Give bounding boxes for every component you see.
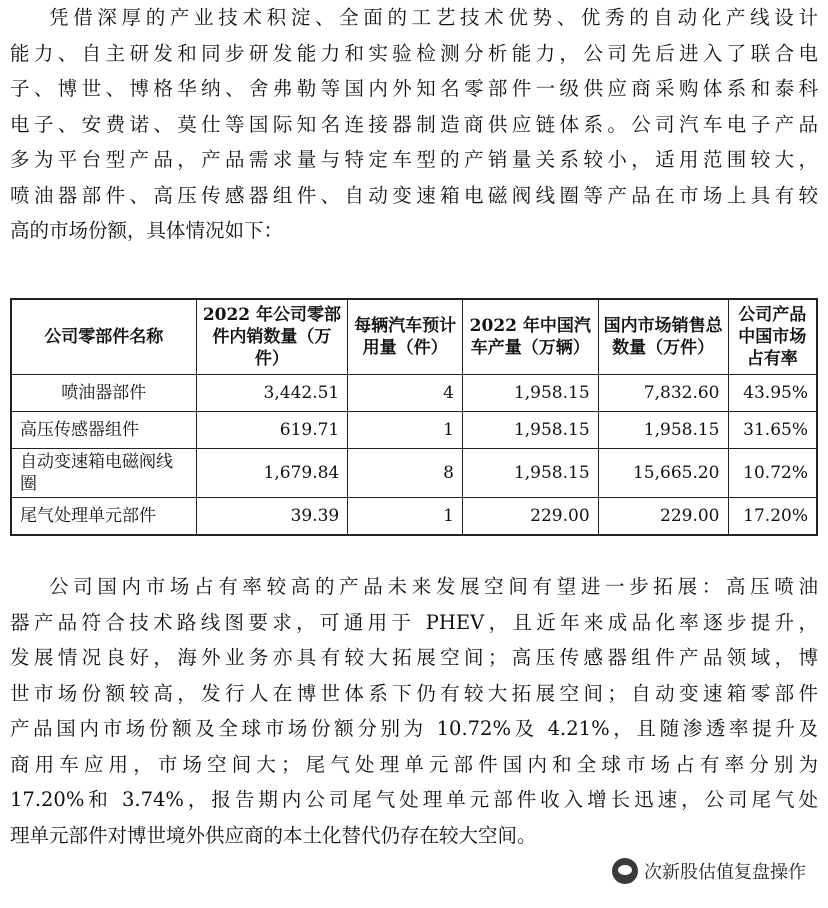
cell-per-vehicle-usage: 4: [348, 375, 463, 412]
cell-part-name: 高压传感器组件: [11, 412, 196, 449]
watermark-text: 次新股估值复盘操作: [644, 862, 806, 883]
paragraph-line: 器产品符合技术路线图要求，可通用于 PHEV，且近年来成品化率逐步提升，: [10, 610, 818, 634]
wechat-icon: [612, 858, 638, 884]
paragraph-line: 能力、自主研发和同步研发能力和实验检测分析能力，公司先后进入了联合电: [10, 41, 818, 65]
table-row: [11, 498, 817, 536]
paragraph-line: 世市场份额较高，发行人在博世体系下仍有较大拓展空间；自动变速箱零部件: [10, 681, 818, 705]
cell-china-auto-output: 1,958.15: [462, 412, 598, 449]
header-market-share: 公司产品中国市场占有率: [728, 299, 817, 375]
paragraph-line: 理单元部件对博世境外供应商的本土化替代仍存在较大空间。: [10, 823, 537, 847]
cell-market-share: 10.72%: [728, 449, 817, 498]
cell-market-share: 31.65%: [728, 412, 817, 449]
intro-paragraph: [10, 0, 818, 249]
paragraph-line: 子、博世、博格华纳、舍弗勒等国内外知名零部件一级供应商采购体系和泰科: [10, 77, 818, 100]
cell-per-vehicle-usage: 8: [348, 449, 463, 498]
paragraph-line: 喷油器部件、高压传感器组件、自动变速箱电磁阀线圈等产品在市场上具有较: [10, 183, 818, 207]
table-header-row: [11, 299, 817, 375]
cell-per-vehicle-usage: 1: [348, 412, 463, 449]
paragraph-line: 17.20%和 3.74%，报告期内公司尾气处理单元部件收入增长迅速，公司尾气处: [10, 788, 818, 811]
paragraph-line: 凭借深厚的产业技术积淀、全面的工艺技术优势、优秀的自动化产线设计: [49, 6, 818, 29]
cell-china-auto-output: 1,958.15: [462, 449, 598, 498]
header-part-name: 公司零部件名称: [11, 299, 196, 375]
cell-domestic-market-total: 7,832.60: [598, 375, 728, 412]
paragraph-line: 商用车应用，市场空间大；尾气处理单元部件国内和全球市场占有率分别为: [10, 752, 818, 776]
cell-china-auto-output: 229.00: [462, 498, 598, 536]
paragraph-line: 高的市场份额，具体情况如下：: [10, 219, 284, 242]
paragraph-line: 公司国内市场占有率较高的产品未来发展空间有望进一步拓展：高压喷油: [49, 575, 818, 598]
cell-market-share: 17.20%: [728, 498, 817, 536]
cell-domestic-market-total: 15,665.20: [598, 449, 728, 498]
paragraph-line: 产品国内市场份额及全球市场份额分别为 10.72%及 4.21%，且随渗透率提升及: [10, 717, 818, 740]
table-row: [11, 375, 817, 412]
cell-china-auto-output: 1,958.15: [462, 375, 598, 412]
header-domestic-sales: 2022 年公司零部件内销数量（万件）: [196, 299, 348, 375]
cell-part-name: 自动变速箱电磁阀线圈: [11, 449, 196, 498]
outlook-paragraph: [10, 569, 818, 853]
cell-part-name: 尾气处理单元部件: [11, 498, 196, 536]
cell-part-name: 喷油器部件: [11, 375, 196, 412]
header-domestic-market-total: 国内市场销售总数量（万件）: [598, 299, 728, 375]
market-share-table: [10, 298, 818, 536]
header-per-vehicle-usage: 每辆汽车预计用量（件）: [348, 299, 463, 375]
table-row: [11, 449, 817, 498]
paragraph-line: 电子、安费诺、莫仕等国际知名连接器制造商供应链体系。公司汽车电子产品: [10, 112, 818, 136]
cell-domestic-market-total: 229.00: [598, 498, 728, 536]
paragraph-line: 发展情况良好，海外业务亦具有较大拓展空间；高压传感器组件产品领域，博: [10, 646, 818, 669]
cell-domestic-sales: 619.71: [196, 412, 348, 449]
paragraph-line: 多为平台型产品，产品需求量与特定车型的产销量关系较小，适用范围较大，: [10, 148, 818, 171]
watermark: [612, 858, 806, 884]
cell-domestic-sales: 39.39: [196, 498, 348, 536]
header-china-auto-output: 2022 年中国汽车产量（万辆）: [462, 299, 598, 375]
cell-per-vehicle-usage: 1: [348, 498, 463, 536]
table-row: [11, 412, 817, 449]
cell-domestic-sales: 3,442.51: [196, 375, 348, 412]
cell-market-share: 43.95%: [728, 375, 817, 412]
cell-domestic-sales: 1,679.84: [196, 449, 348, 498]
cell-domestic-market-total: 1,958.15: [598, 412, 728, 449]
